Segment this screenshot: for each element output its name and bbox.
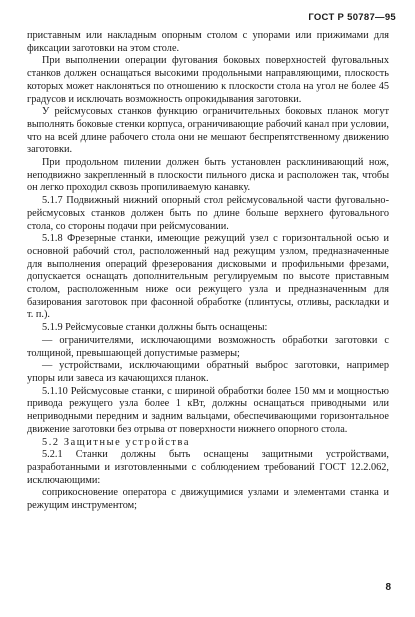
document-body xyxy=(27,30,389,513)
standard-code-header: ГОСТ Р 50787—95 xyxy=(308,12,396,23)
page-number: 8 xyxy=(385,582,391,593)
paragraph: — устройствами, исключающими обратный выброс заготовки, например упоры или завеса из качающихся планок. xyxy=(27,360,389,384)
paragraph: — ограничителями, исключающими возможность обработки заготовки с толщиной, превышающей допустимые размеры; xyxy=(27,334,389,359)
paragraph: соприкосновение оператора с движущимися узлами и элементами станка и режущим инструментом; xyxy=(27,487,389,512)
paragraph: При продольном пилении должен быть установлен расклинивающий нож, неподвижно закрепленный в плоскости пильного диска и расположен так, чтобы он легко проходил сквозь пропиливаемую канавку. xyxy=(27,157,389,194)
paragraph: 5.1.10 Рейсмусовые станки, с шириной обработки более 150 мм и мощностью привода режущего узла более 1 кВт, должны оснащаться приводными или неприводными передним и задним вальцами, обеспечивающими горизонтальное движение заготовки без отрыва от поверхности нижнего опорного стола. xyxy=(27,385,389,435)
paragraph: 5.2.1 Станки должны быть оснащены защитными устройствами, разработанными и изготовленными с соблюдением требований ГОСТ 12.2.062, исключающими: xyxy=(27,449,389,486)
paragraph: 5.1.7 Подвижный нижний опорный стол рейсмусовальной части фуговально-рейсмусовых станков должен быть по длине больше верхнего фуговального стола, со стороны подачи при рейсмусовании. xyxy=(27,195,389,232)
paragraph: 5.1.9 Рейсмусовые станки должны быть оснащены: xyxy=(42,322,268,334)
paragraph: 5.2 Защитные устройства xyxy=(42,436,191,448)
paragraph: При выполнении операции фугования боковых поверхностей фуговальных станков должен оснащаться высокими продольными направляющими, плоскость которых может наклоняться по отношению к плоскости стола на угол не более 45 градусов и исключать возможность опрокидывания заготовки. xyxy=(27,55,389,105)
paragraph: 5.1.8 Фрезерные станки, имеющие режущий узел с горизонтальной осью и основной рабочий стол, расположенный над режущим узлом, предназначенные для выполнения операций фрезерования дисковыми и профильными фрезами, допускается оснащать дополнительным регулируемым по высоте приставным столом, расположенным ниже оси режущего узла и предназначенным для базирования заготовок при фасонной обработке (плинтусы, отливы, раскладки и т. п.). xyxy=(27,233,389,321)
paragraph: У рейсмусовых станков функцию ограничительных боковых планок могут выполнять боковые стенки корпуса, ограничивающие рабочий канал при условии, что на всей длине рабочего стола они не мешают беспрепятственному движению заготовки. xyxy=(27,106,389,156)
paragraph: приставным или накладным опорным столом с упорами или прижимами для фиксации заготовки на этом столе. xyxy=(27,30,389,54)
